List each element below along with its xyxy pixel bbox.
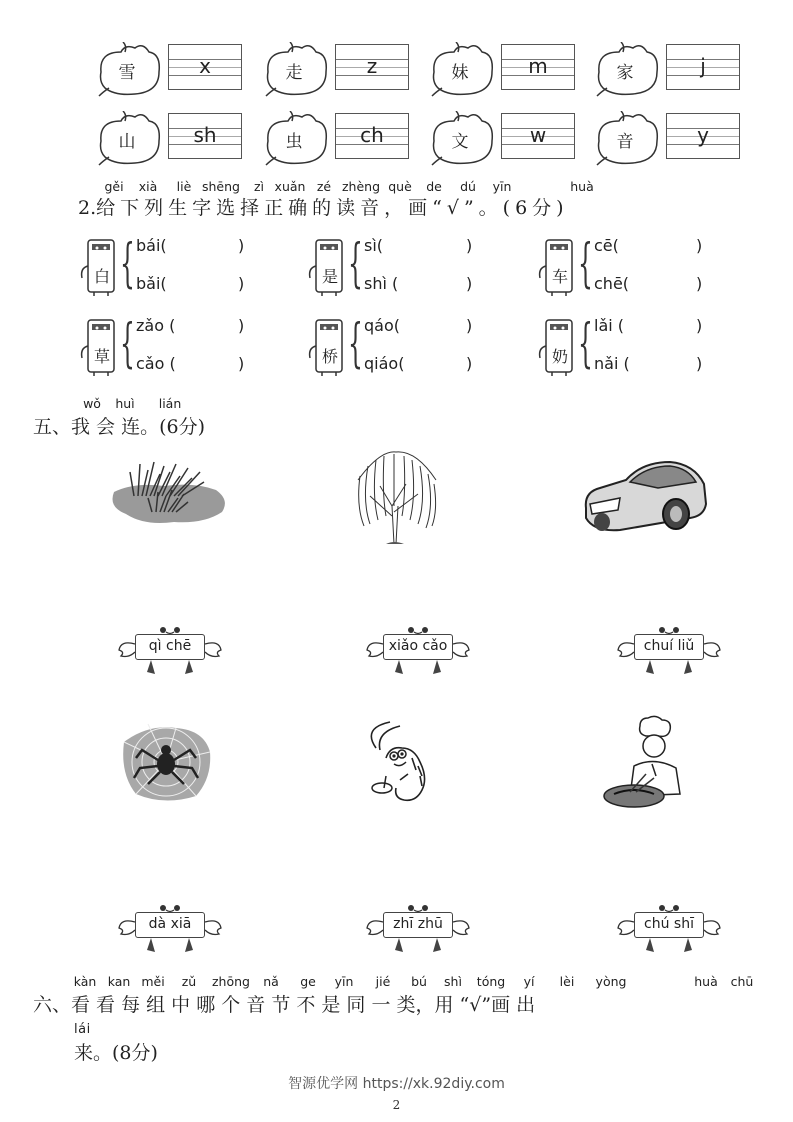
pinyin-word: chuí liǔ <box>634 634 704 660</box>
pinyin-annotation: dú <box>460 179 476 194</box>
pinyin-writing-grid[interactable] <box>168 113 242 159</box>
pinyin-annotation: huà <box>570 179 594 194</box>
pinyin-annotation: yīn <box>334 974 354 989</box>
pinyin-card[interactable] <box>117 900 215 958</box>
pinyin-annotation: kan <box>107 974 131 989</box>
watermark-text: 智源优学网 https://xk.92diy.com <box>288 1076 505 1092</box>
initial-consonant: m <box>528 54 548 78</box>
pinyin-card[interactable] <box>616 900 714 958</box>
reading-choice-item <box>308 314 508 380</box>
pinyin-writing-grid[interactable] <box>666 44 740 90</box>
reading-choice-item <box>80 314 280 380</box>
option-1[interactable]: cē( <box>594 236 619 255</box>
close-paren: ) <box>238 236 245 255</box>
car-picture <box>580 452 710 540</box>
option-2[interactable]: bǎi( <box>136 274 167 293</box>
reading-choice-item <box>80 234 280 300</box>
pinyin-annotation: yí <box>523 974 535 989</box>
pinyin-writing-grid[interactable] <box>168 44 242 90</box>
q2-number: 2. <box>78 197 97 219</box>
close-paren: ) <box>238 274 245 293</box>
initial-consonant: x <box>199 54 211 78</box>
brace: { <box>348 234 363 294</box>
pinyin-card[interactable] <box>616 622 714 680</box>
pinyin-annotation: shēng <box>202 179 240 194</box>
leaf-character <box>428 42 498 100</box>
close-paren: ) <box>238 354 245 373</box>
option-1[interactable]: bái( <box>136 236 167 255</box>
hanzi: 桥 <box>321 347 338 366</box>
option-2[interactable]: chē( <box>594 274 630 293</box>
pinyin-card[interactable] <box>365 622 463 680</box>
hanzi: 是 <box>321 267 338 286</box>
close-paren: ) <box>696 274 703 293</box>
option-2[interactable]: cǎo ( <box>136 354 176 373</box>
leaf-char: 雪 <box>118 63 136 83</box>
leaf-character <box>262 111 332 169</box>
pinyin-annotation: zhèng <box>342 179 381 194</box>
pinyin-writing-grid[interactable] <box>501 113 575 159</box>
initial-consonant: ch <box>360 123 384 147</box>
brace: { <box>120 234 135 294</box>
pinyin-annotation: lián <box>158 396 182 411</box>
pinyin-word: xiǎo cǎo <box>383 634 453 660</box>
sec5-title: 五、我 会 连。(6分) <box>33 416 205 438</box>
pinyin-annotation: tóng <box>476 974 506 989</box>
close-paren: ) <box>466 236 473 255</box>
page-number: 2 <box>392 1098 401 1112</box>
pinyin-annotation: nǎ <box>263 974 279 989</box>
pinyin-annotation: huà <box>694 974 718 989</box>
leaf-character <box>95 111 165 169</box>
pinyin-annotation: xuǎn <box>274 179 306 194</box>
leaf-char: 山 <box>118 132 136 152</box>
option-1[interactable]: lǎi ( <box>594 316 625 335</box>
pinyin-annotation: zé <box>316 179 332 194</box>
close-paren: ) <box>466 354 473 373</box>
pinyin-annotation: yòng <box>595 974 627 989</box>
grass-picture <box>104 452 230 532</box>
pinyin-card[interactable] <box>117 622 215 680</box>
pinyin-annotation: wǒ <box>83 396 101 411</box>
option-2[interactable]: qiáo( <box>364 354 405 373</box>
pinyin-annotation: zì <box>253 179 265 194</box>
leaf-char: 音 <box>616 132 634 152</box>
pinyin-annotation: lèi <box>559 974 575 989</box>
leaf-char: 妹 <box>451 63 469 83</box>
close-paren: ) <box>238 316 245 335</box>
pinyin-word: chú shī <box>634 912 704 938</box>
leaf-character <box>593 111 663 169</box>
brace: { <box>120 314 135 374</box>
initial-consonant: z <box>366 54 378 78</box>
initial-consonant: y <box>697 123 709 147</box>
pinyin-annotation: měi <box>141 974 165 989</box>
pinyin-writing-grid[interactable] <box>666 113 740 159</box>
reading-choice-item <box>308 234 508 300</box>
option-1[interactable]: zǎo ( <box>136 316 176 335</box>
spider-picture <box>118 722 214 804</box>
leaf-char: 虫 <box>285 132 303 152</box>
pinyin-word: zhī zhū <box>383 912 453 938</box>
pinyin-card[interactable] <box>365 900 463 958</box>
brace: { <box>578 314 593 374</box>
pinyin-writing-grid[interactable] <box>335 44 409 90</box>
hanzi: 车 <box>551 267 568 286</box>
pinyin-annotation: xià <box>138 179 158 194</box>
close-paren: ) <box>466 316 473 335</box>
pinyin-annotation: zǔ <box>181 974 197 989</box>
pinyin-annotation: shì <box>444 974 462 989</box>
close-paren: ) <box>696 354 703 373</box>
pinyin-word: qì chē <box>135 634 205 660</box>
close-paren: ) <box>696 236 703 255</box>
pinyin-annotation: ge <box>300 974 316 989</box>
pinyin-annotation: bú <box>411 974 427 989</box>
close-paren: ) <box>466 274 473 293</box>
option-1[interactable]: sì( <box>364 236 384 255</box>
option-2[interactable]: nǎi ( <box>594 354 630 373</box>
leaf-character <box>428 111 498 169</box>
leaf-character <box>95 42 165 100</box>
brace: { <box>578 234 593 294</box>
pinyin-annotation: kàn <box>73 974 97 989</box>
pinyin-annotation: jié <box>375 974 391 989</box>
pinyin-writing-grid[interactable] <box>501 44 575 90</box>
pinyin-annotation: yīn <box>492 179 512 194</box>
sec6-pinyin-lai: lái <box>74 1022 91 1037</box>
leaf-character <box>593 42 663 100</box>
pinyin-word: dà xiā <box>135 912 205 938</box>
willow-tree-picture <box>350 446 440 546</box>
initial-consonant: j <box>700 54 706 78</box>
q2-text: 给下列生字选择正确的读音，画“√”。(6分) <box>96 197 569 219</box>
pinyin-annotation: liè <box>176 179 192 194</box>
leaf-char: 文 <box>451 132 469 152</box>
reading-choice-item <box>538 314 738 380</box>
pinyin-annotation: zhōng <box>212 974 250 989</box>
reading-choice-item <box>538 234 738 300</box>
option-1[interactable]: qáo( <box>364 316 400 335</box>
hanzi: 奶 <box>551 347 568 366</box>
initial-consonant: sh <box>193 123 217 147</box>
pinyin-annotation: chū <box>730 974 754 989</box>
brace: { <box>348 314 363 374</box>
leaf-char: 家 <box>616 63 634 83</box>
q2-question <box>78 193 569 220</box>
hanzi: 草 <box>93 347 110 366</box>
sec6-line2: 来。(8分) <box>74 1042 158 1064</box>
initial-consonant: w <box>529 123 547 147</box>
pinyin-annotation: què <box>388 179 412 194</box>
pinyin-writing-grid[interactable] <box>335 113 409 159</box>
option-2[interactable]: shì ( <box>364 274 399 293</box>
hanzi: 白 <box>93 267 110 286</box>
pinyin-annotation: de <box>426 179 442 194</box>
pinyin-annotation: gěi <box>104 179 124 194</box>
sec6-line1: 六、看 看 每 组 中 哪 个 音 节 不 是 同 一 类，用 “√”画 出 <box>33 994 536 1016</box>
shrimp-picture <box>356 718 446 810</box>
chef-picture <box>600 714 692 814</box>
leaf-character <box>262 42 332 100</box>
leaf-char: 走 <box>285 63 303 83</box>
pinyin-annotation: huì <box>115 396 135 411</box>
close-paren: ) <box>696 316 703 335</box>
